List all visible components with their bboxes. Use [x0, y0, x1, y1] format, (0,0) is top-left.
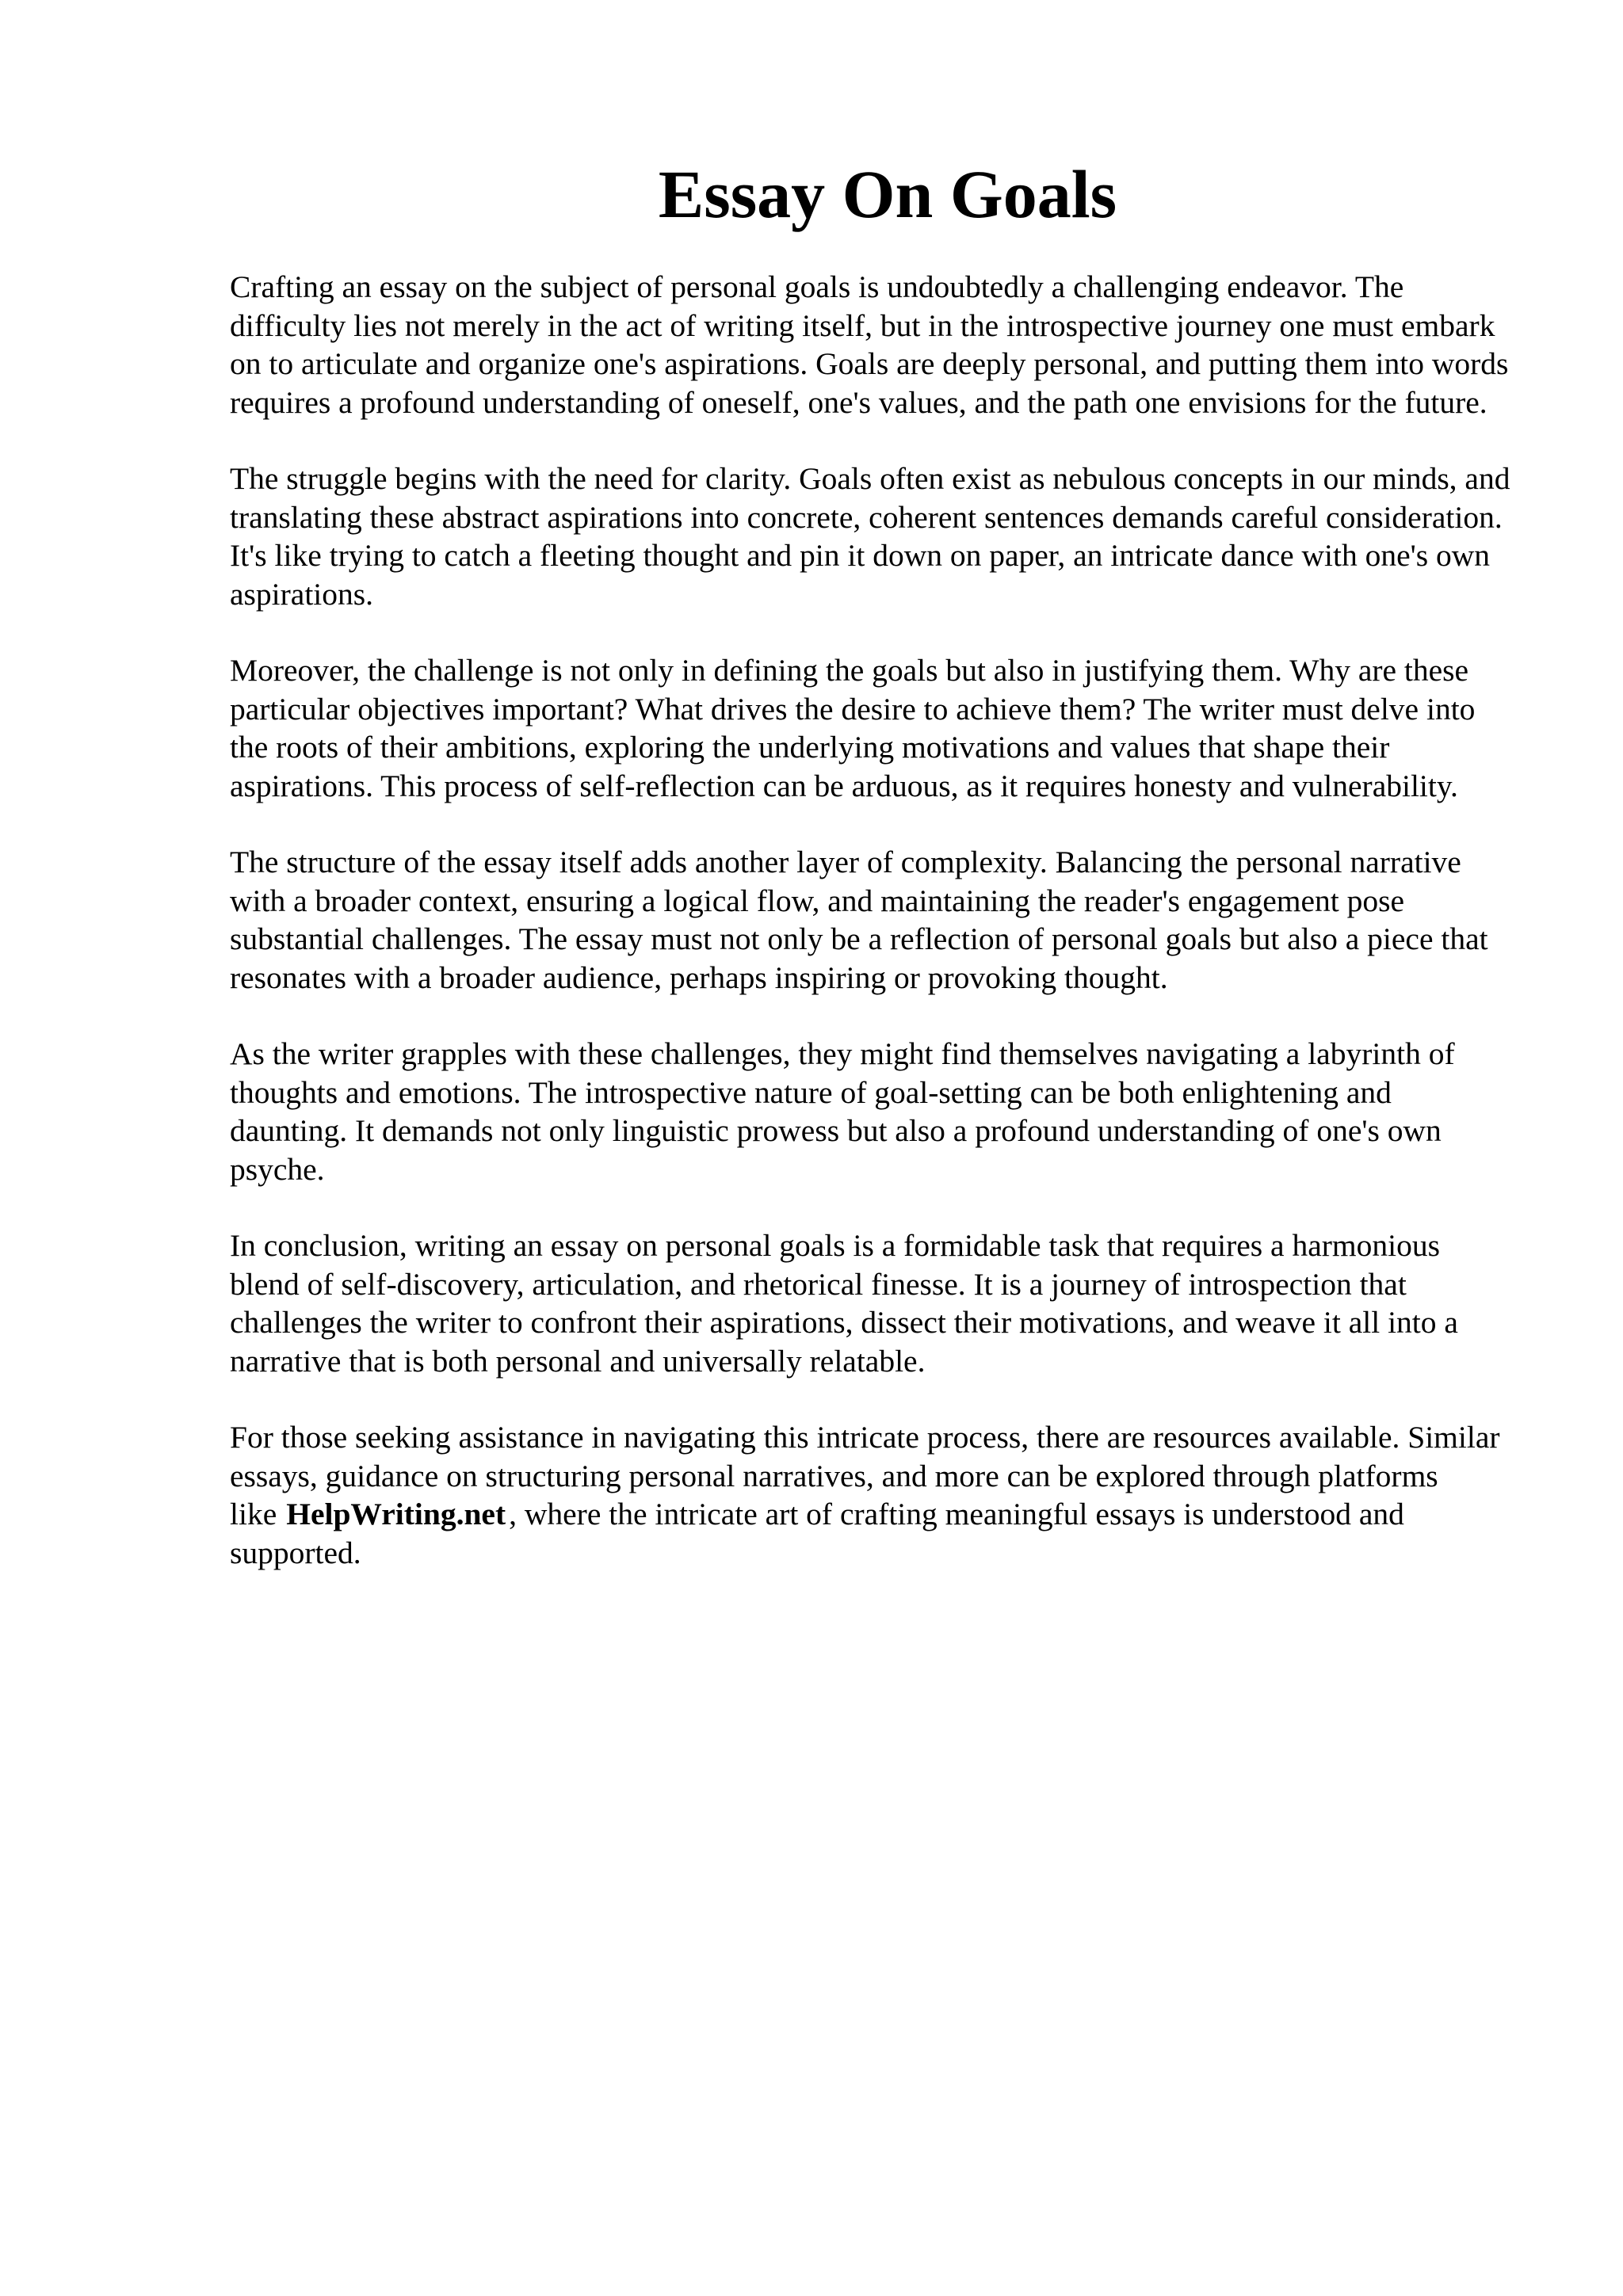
page-title: Essay On Goals: [658, 156, 1117, 232]
paragraph-3: Moreover, the challenge is not only in defining the goals but also in justifying them. Why are these particular objectives important? What drives the desire to achieve them? The writer must delve into the roots of their ambitions, exploring the underlying motivations and values that shape their aspirations. This process of self-reflection can be arduous, as it requires honesty and vulnerability.: [230, 653, 1476, 803]
paragraph-2: The struggle begins with the need for clarity. Goals often exist as nebulous concepts in our minds, and translating these abstract aspirations into concrete, coherent sentences demands careful consideration. It's like trying to catch a fleeting thought and pin it down on paper, an intricate dance with one's own aspirations.: [230, 461, 1510, 612]
brand-name: HelpWriting.net: [286, 1497, 506, 1531]
paragraph-4: The structure of the essay itself adds another layer of complexity. Balancing the personal narrative with a broader context, ensuring a logical flow, and maintaining the reader's engagement pose substantial challenges. The essay must not only be a reflection of personal goals but also a piece that resonates with a broader audience, perhaps inspiring or provoking thought.: [230, 845, 1488, 995]
essay-content: [230, 151, 1514, 1610]
paragraph-6: In conclusion, writing an essay on personal goals is a formidable task that requires a harmonious blend of self-discovery, articulation, and rhetorical finesse. It is a journey of introspection that challenges the writer to confront their aspirations, dissect their motivations, and weave it all into a narrative that is both personal and universally relatable.: [230, 1228, 1458, 1379]
paragraph-5: As the writer grapples with these challenges, they might find themselves navigating a labyrinth of thoughts and emotions. The introspective nature of goal-setting can be both enlightening and daunting. It demands not only linguistic prowess but also a profound understanding of one's own psyche.: [230, 1036, 1455, 1187]
closing-paragraph: [230, 1418, 1514, 1572]
closing-text-after: , where the intricate art of crafting meaningful essays is understood and supported.: [230, 1497, 1404, 1570]
paragraph-1: Crafting an essay on the subject of personal goals is undoubtedly a challenging endeavor. The difficulty lies not merely in the act of writing itself, but in the introspective journey one must embark on to articulate and organize one's aspirations. Goals are deeply personal, and putting them into words requires a profound understanding of oneself, one's values, and the path one envisions for the future.: [230, 269, 1509, 420]
closing-text-before: For those seeking assistance in navigating this intricate process, there are resources available. Similar essays, guidance on structuring personal narratives, and more can be explored through platforms like: [230, 1420, 1500, 1531]
